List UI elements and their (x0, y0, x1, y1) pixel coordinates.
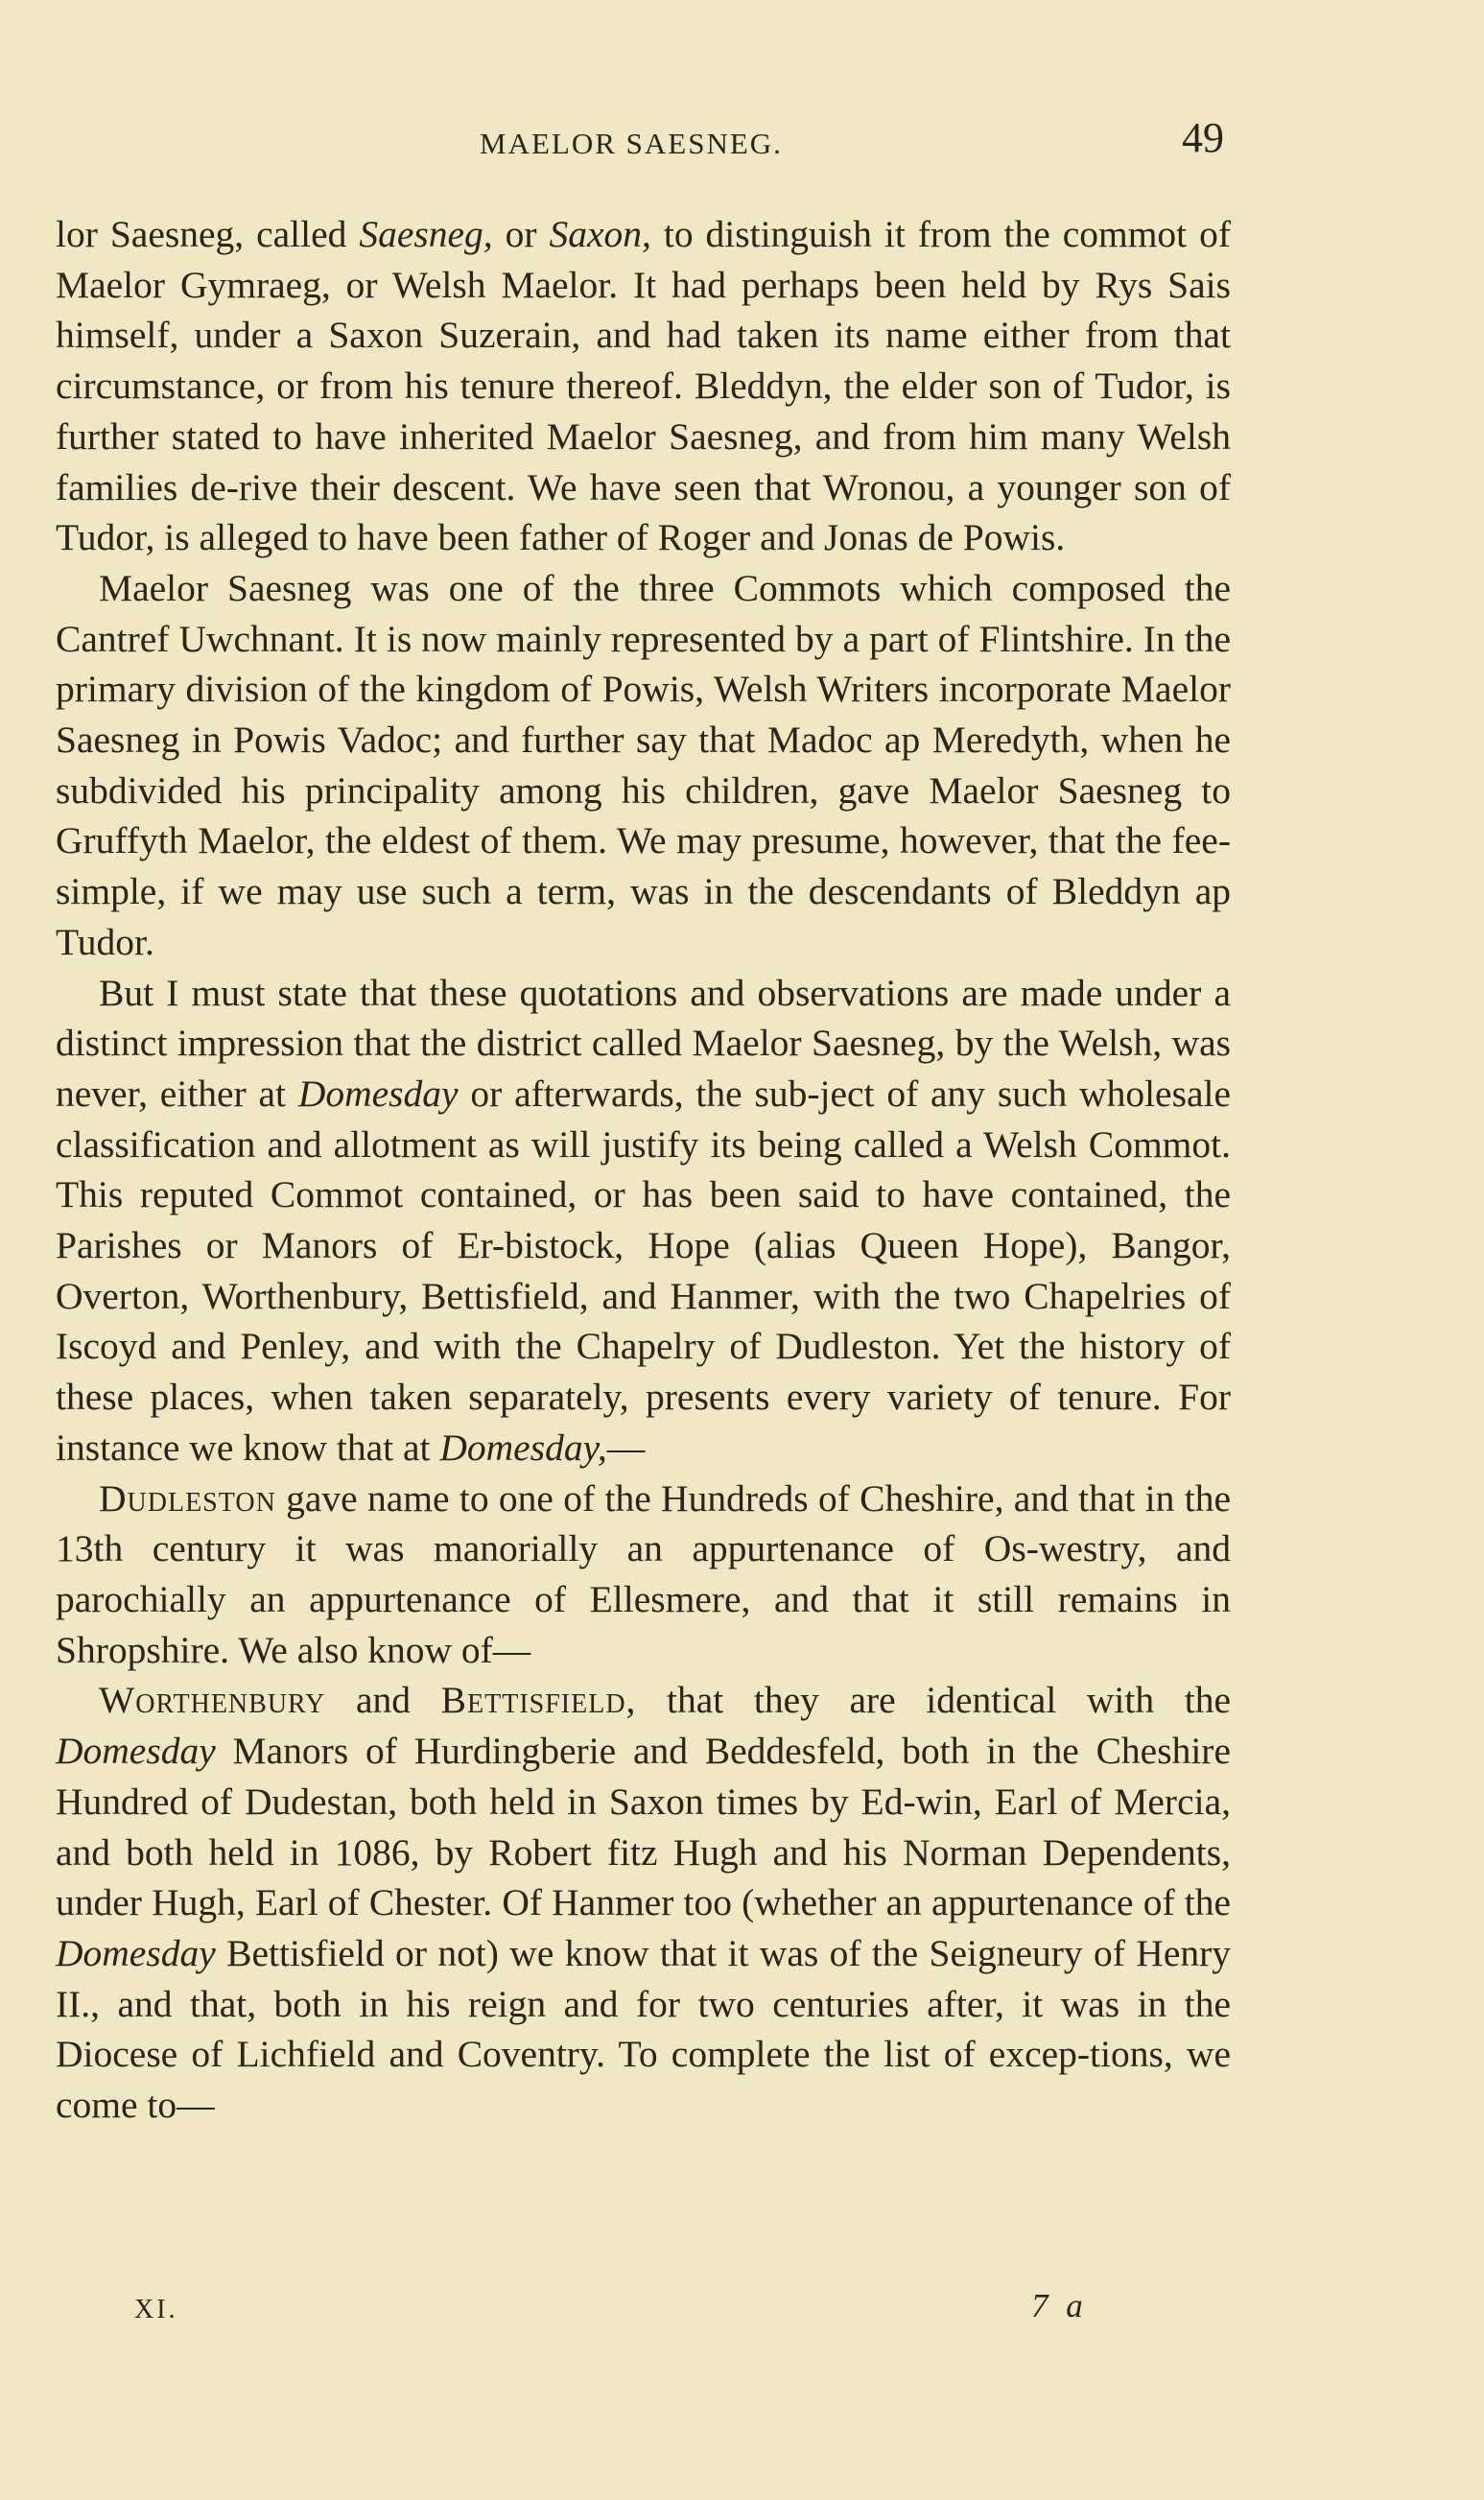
text-run: or (492, 213, 550, 255)
paragraph (56, 968, 1231, 1474)
page-footer (0, 2285, 1484, 2343)
text-run: or afterwards, the sub-ject of any such wholesale classification and allotment as will justify its being called a Welsh Commot. This reputed Commot contained, or has been said to have contained, the Parishes or Manors of Er-bistock, Hope (alias Queen Hope), Bangor, Overton, Worthenbury, Bettisfield, and Hanmer, with the two Chapelries of Iscoyd and Penley, and with the Chapelry of Dudleston. Yet the history of these places, when taken separately, presents every variety of tenure. For instance we know that at (56, 1072, 1231, 1469)
italic-text: Saxon, (549, 213, 651, 255)
text-run: to distinguish it from the commot of Maelor Gymraeg, or Welsh Maelor. It had perhaps been held by Rys Sais himself, under a Saxon Suzerain, and had taken its name either from that circumstance, or from his tenure thereof. Bleddyn, the elder son of Tudor, is further stated to have inherited Maelor Saesneg, and from him many Welsh families de-rive their descent. We have seen that Wronou, a younger son of Tudor, is alleged to have been father of Roger and Jonas de Powis. (56, 213, 1232, 559)
text-run: — (606, 1426, 646, 1469)
text-run: gave name to one of the Hundreds of Cheshire, and that in the 13th century it was manorially an appurtenance of Os-westry, and parochially an appurtenance of Ellesmere, and that it still remains in Shropshire. We also know of— (56, 1476, 1231, 1671)
text-run: Maelor Saesneg was one of the three Commots which composed the Cantref Uwchnant. It is now mainly represented by a part of Flintshire. In the primary division of the kingdom of Powis, Welsh Writers incorporate Maelor Saesneg in Powis Vadoc; and further say that Madoc ap Meredyth, when he subdivided his principality among his children, gave Maelor Saesneg to Gruffyth Maelor, the eldest of them. We may presume, however, that the fee-simple, if we may use such a term, was in the descendants of Bleddyn ap Tudor. (56, 566, 1231, 963)
text-run: lor Saesneg, called (56, 213, 360, 255)
smallcaps-heading: Worthenbury (99, 1679, 326, 1722)
paragraph (56, 563, 1231, 968)
paragraph (56, 209, 1231, 563)
body-text (56, 209, 1231, 2131)
italic-text: Domesday (56, 1730, 216, 1773)
text-run: Manors of Hurdingberie and Beddesfeld, both in the Cheshire Hundred of Dudestan, both held in Saxon times by Ed-win, Earl of Mercia, and both held in 1086, by Robert fitz Hugh and his Norman Dependents, under Hugh, Earl of Chester. Of Hanmer too (whether an appurtenance of the (56, 1730, 1231, 1924)
italic-text: Saesneg, (359, 213, 493, 255)
signature-number: 7 a (1031, 2287, 1083, 2324)
text-run: that they are identical with the (636, 1679, 1231, 1722)
italic-text: Domesday (56, 1931, 216, 1974)
italic-text: Domesday (297, 1072, 459, 1115)
paragraph (56, 1474, 1231, 1676)
running-head: MAELOR SAESNEG. (480, 127, 783, 160)
smallcaps-heading: Dudleston (99, 1476, 276, 1520)
page-header (0, 113, 1484, 171)
italic-text: Domesday, (439, 1426, 607, 1469)
text-run: and (325, 1679, 441, 1722)
paragraph (56, 1675, 1231, 2130)
text-run: But I must state that these quotations and observations are made under a distinct impression that the district called Maelor Saesneg, by the Welsh, was never, either at (56, 971, 1231, 1115)
smallcaps-heading: Bettisfield, (440, 1679, 637, 1722)
text-run: Bettisfield or not) we know that it was of the Seigneury of Henry II., and that, both in his reign and for two centuries after, it was in the Diocese of Lichfield and Coventry. To complete the list of excep-tions, we come to— (56, 1931, 1231, 2127)
signature-mark: XI. (134, 2295, 178, 2324)
page-number: 49 (1182, 114, 1224, 161)
